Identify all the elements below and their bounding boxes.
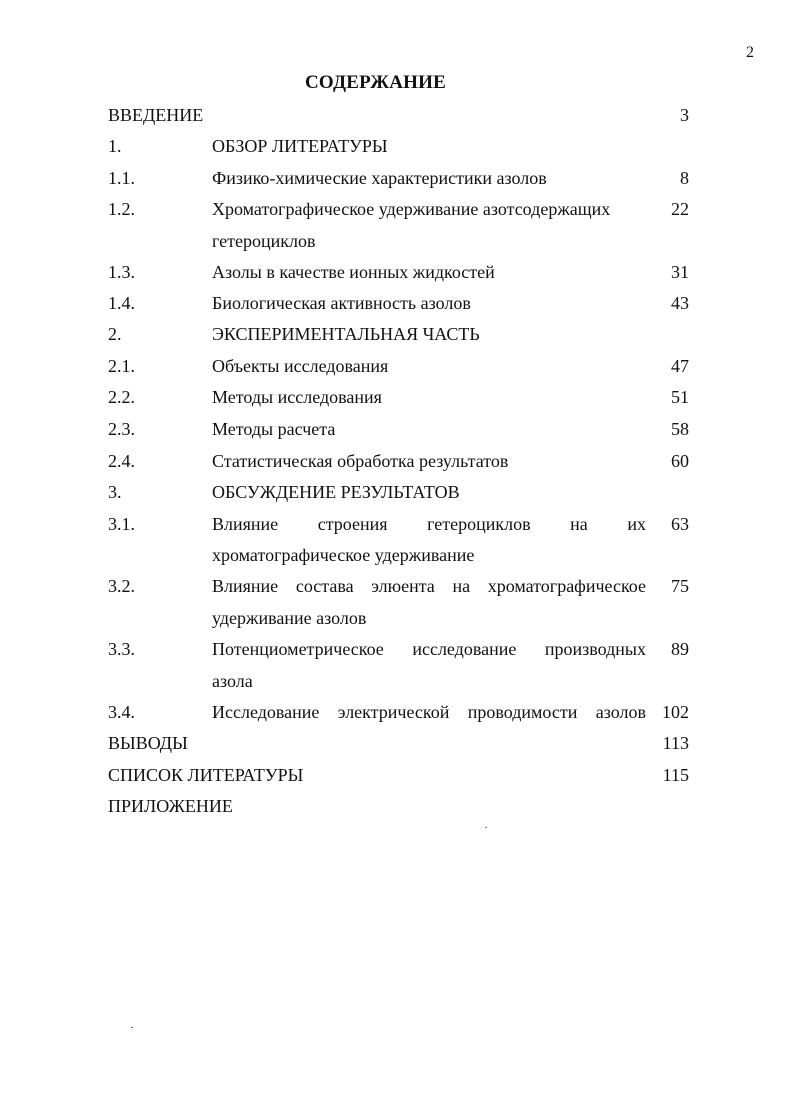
toc-entry-page: 22 [671, 199, 689, 219]
toc-entry-number: 3. [108, 482, 122, 502]
toc-entry-continuation: гетероциклов [212, 231, 316, 251]
toc-entry-page: 51 [671, 387, 689, 407]
toc-entry-page: 31 [671, 262, 689, 282]
toc-entry-page: 113 [662, 733, 689, 753]
toc-entry-page: 102 [662, 702, 689, 722]
toc-entry-number: 2. [108, 324, 122, 344]
toc-entry-text: СПИСОК ЛИТЕРАТУРЫ [108, 765, 304, 785]
scan-speck [131, 1027, 133, 1028]
toc-entry-text: ЭКСПЕРИМЕНТАЛЬНАЯ ЧАСТЬ [212, 324, 480, 344]
toc-entry-text: Хроматографическое удерживание азотсодержащих [212, 199, 611, 219]
toc-entry-number: 3.1. [108, 514, 135, 534]
toc-entry-continuation: азола [212, 671, 253, 691]
toc-entry-continuation: хроматографическое удерживание [212, 545, 475, 565]
toc-entry-number: 3.4. [108, 702, 135, 722]
toc-entry-number: 1.2. [108, 199, 135, 219]
toc-entry-text: ВЫВОДЫ [108, 733, 188, 753]
toc-entry-text: Влияние строения гетероциклов на их [212, 514, 646, 534]
toc-entry-text: Биологическая активность азолов [212, 293, 471, 313]
toc-entry-continuation: удерживание азолов [212, 608, 367, 628]
toc-entry-text: Объекты исследования [212, 356, 389, 376]
toc-entry-page: 43 [671, 293, 689, 313]
toc-entry-text: Азолы в качестве ионных жидкостей [212, 262, 495, 282]
toc-entry-number: 1.4. [108, 293, 135, 313]
toc-entry-text: ПРИЛОЖЕНИЕ [108, 796, 233, 816]
toc-entry-text: Исследование электрической проводимости азолов [212, 702, 646, 722]
toc-entry-number: 3.2. [108, 576, 135, 596]
page-number: 2 [746, 44, 754, 61]
toc-entry-page: 75 [671, 576, 689, 596]
toc-entry-text: Статистическая обработка результатов [212, 451, 509, 471]
toc-entry-text: ВВЕДЕНИЕ [108, 105, 204, 125]
toc-entry-number: 3.3. [108, 639, 135, 659]
toc-title: СОДЕРЖАНИЕ [305, 72, 446, 93]
toc-entry-page: 58 [671, 419, 689, 439]
toc-entry-text: Потенциометрическое исследование производных [212, 639, 646, 659]
toc-entry-text: Влияние состава элюента на хроматографическое [212, 576, 646, 596]
toc-entry-number: 1.1. [108, 168, 135, 188]
toc-entry-number: 2.4. [108, 451, 135, 471]
toc-entry-text: Методы расчета [212, 419, 336, 439]
toc-entry-page: 115 [662, 765, 689, 785]
toc-entry-number: 2.2. [108, 387, 135, 407]
toc-entry-text: ОБЗОР ЛИТЕРАТУРЫ [212, 136, 388, 156]
toc-entry-text: Методы исследования [212, 387, 382, 407]
toc-entry-page: 47 [671, 356, 689, 376]
toc-entry-number: 1. [108, 136, 122, 156]
toc-entry-number: 2.1. [108, 356, 135, 376]
toc-entry-number: 2.3. [108, 419, 135, 439]
toc-entry-page: 8 [680, 168, 689, 188]
toc-entry-page: 63 [671, 514, 689, 534]
toc-entry-text: Физико-химические характеристики азолов [212, 168, 547, 188]
toc-entry-page: 3 [680, 105, 689, 125]
toc-entry-page: 89 [671, 639, 689, 659]
toc-entry-page: 60 [671, 451, 689, 471]
toc-entry-text: ОБСУЖДЕНИЕ РЕЗУЛЬТАТОВ [212, 482, 460, 502]
toc-entry-number: 1.3. [108, 262, 135, 282]
